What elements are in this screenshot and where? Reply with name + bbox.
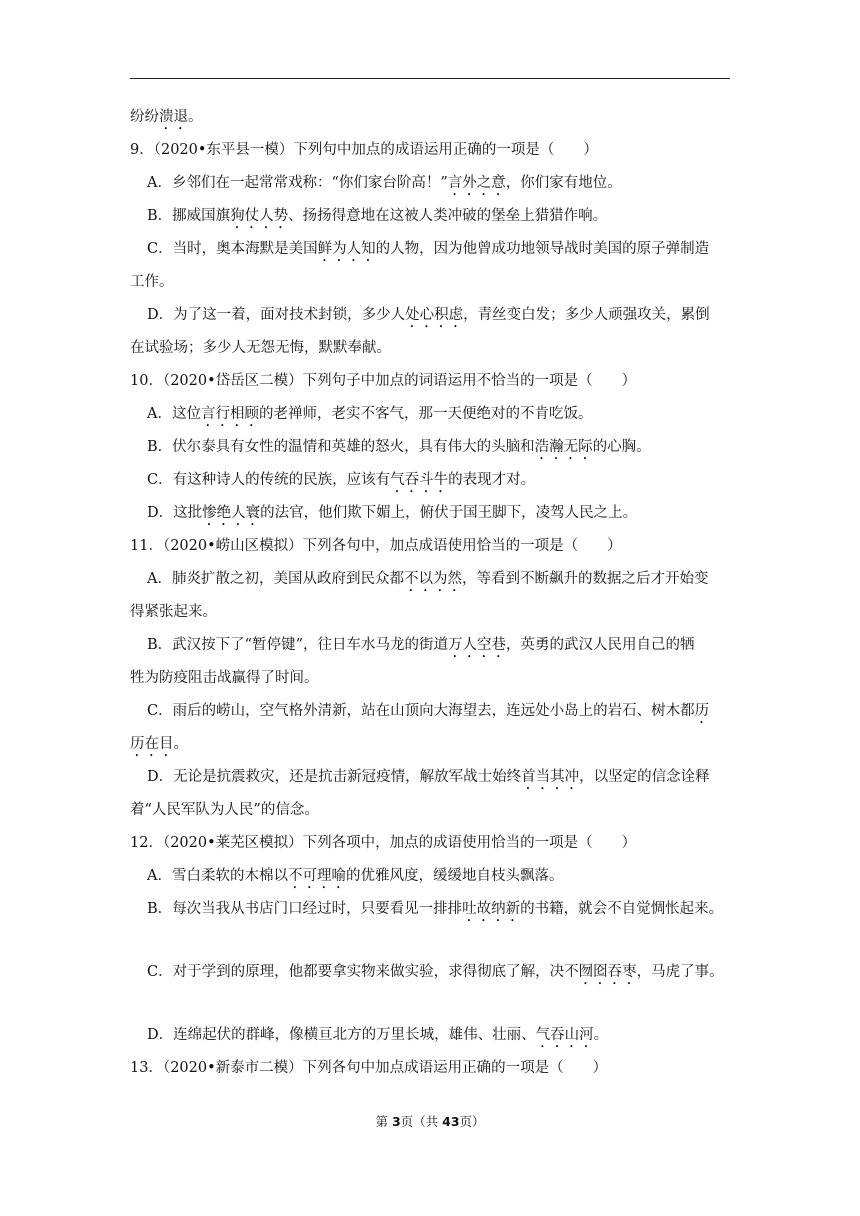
text-segment: 10．（2020•岱岳区二模）下列句子中加点的词语运用不恰当的一项是（ ） — [130, 373, 637, 389]
emphasized-idiom: 言外之意 — [447, 175, 506, 191]
answer-option — [130, 431, 730, 464]
emphasized-idiom: 言行相顾 — [200, 406, 259, 422]
blank-gap — [130, 926, 730, 956]
text-segment: D．连绵起伏的群峰，像横亘北方的万里长城，雄伟、壮丽、 — [147, 1027, 536, 1043]
footer-suffix: 页） — [459, 1114, 485, 1129]
emphasized-idiom: 首当其冲 — [521, 769, 580, 785]
text-segment: B．武汉按下了“暂停键”，往日车水马龙的街道 — [147, 637, 448, 653]
text-segment: 。 — [173, 736, 188, 752]
text-segment: ，青丝变白发；多少人顽强攻关，累倒 — [463, 307, 710, 323]
text-segment: ，你们家有地位。 — [505, 175, 622, 191]
emphasized-idiom: 不可理喻 — [287, 868, 346, 884]
text-segment: 的优雅风度，缓缓地自枝头飘落。 — [345, 868, 564, 884]
emphasized-idiom: 囫囵吞枣 — [578, 964, 637, 980]
question-content — [130, 101, 730, 1085]
answer-option — [130, 563, 730, 596]
question-stem — [130, 530, 730, 563]
text-segment: 、扬扬得意地在这被人类冲破的堡垒上猎猎作响。 — [288, 208, 608, 224]
text-segment: C．雨后的崂山，空气格外清新，站在山顶向大海望去，连远处小岛上的岩石、树木都 — [147, 703, 695, 719]
emphasized-idiom: 溃退 — [159, 109, 188, 125]
emphasized-idiom: 鲜为人知 — [317, 241, 376, 257]
text-segment: A．乡邻们在一起常常戏称：“你们家台阶高！” — [147, 175, 448, 191]
text-segment: 的书籍，就会不自觉惆怅起来。 — [520, 901, 724, 917]
answer-option — [130, 761, 730, 794]
text-segment: 在试验场；多少人无怨无悔，默默奉献。 — [130, 340, 391, 356]
text-line — [130, 662, 730, 695]
emphasized-idiom: 万人空巷 — [447, 637, 506, 653]
text-segment: A．这位 — [147, 406, 201, 422]
footer-page-number: 3 — [391, 1114, 401, 1129]
text-segment: 13．（2020•新泰市二模）下列各句中加点成语运用正确的一项是（ ） — [130, 1060, 608, 1076]
text-segment: 的人物，因为他曾成功地领导战时美国的原子弹制造 — [375, 241, 710, 257]
text-segment: 纷纷 — [130, 109, 159, 125]
text-segment: 着“人民军队为人民”的信念。 — [130, 802, 319, 818]
text-line — [130, 596, 730, 629]
footer-middle: 页（共 — [400, 1114, 443, 1129]
answer-option — [130, 497, 730, 530]
text-segment: 。 — [593, 1027, 609, 1043]
footer-total-pages: 43 — [442, 1114, 460, 1129]
emphasized-idiom: 历 — [694, 703, 710, 719]
text-segment: 牲为防疫阻击战赢得了时间。 — [130, 670, 319, 686]
text-segment: 的老禅师，老实不客气，那一天便绝对的不肯吃饭。 — [258, 406, 593, 422]
text-segment: A．雪白柔软的木棉以 — [147, 868, 288, 884]
answer-option — [130, 1019, 730, 1052]
text-segment: B．挪威国旗 — [147, 208, 231, 224]
blank-gap — [130, 989, 730, 1019]
emphasized-idiom: 气吞山河 — [535, 1027, 594, 1043]
text-segment: A．肺炎扩散之初，美国从政府到民众都 — [147, 571, 404, 587]
text-line — [130, 728, 730, 761]
text-segment: 工作。 — [130, 274, 174, 290]
text-segment: 的表现才对。 — [448, 472, 536, 488]
footer-prefix: 第 — [375, 1114, 392, 1129]
text-segment: 9．（2020•东平县一模）下列句中加点的成语运用正确的一项是（ ） — [130, 142, 598, 158]
emphasized-idiom: 处心积虑 — [405, 307, 464, 323]
text-line — [130, 266, 730, 299]
answer-option — [130, 956, 730, 989]
emphasized-idiom: 不以为然 — [403, 571, 462, 587]
text-segment: D．为了这一着，面对技术封锁，多少人 — [147, 307, 406, 323]
answer-option — [130, 860, 730, 893]
emphasized-idiom: 历在目 — [130, 736, 174, 752]
emphasized-idiom: 惨绝人寰 — [202, 505, 261, 521]
text-segment: B．每次当我从书店门口经过时，只要看见一排排 — [147, 901, 463, 917]
text-segment: 的心胸。 — [592, 439, 651, 455]
text-segment: 得紧张起来。 — [130, 604, 217, 620]
text-line — [130, 101, 730, 134]
answer-option — [130, 299, 730, 332]
question-stem — [130, 827, 730, 860]
text-segment: C．对于学到的原理，他都要拿实物来做实验，求得彻底了解，决不 — [147, 964, 579, 980]
text-segment: C．当时，奥本海默是美国 — [147, 241, 318, 257]
question-stem — [130, 134, 730, 167]
answer-option — [130, 629, 730, 662]
text-segment: ，以坚定的信念诠释 — [579, 769, 710, 785]
emphasized-idiom: 狗仗人势 — [230, 208, 289, 224]
text-segment: D．无论是抗震救灾，还是抗击新冠疫情，解放军战士始终 — [147, 769, 522, 785]
question-stem — [130, 365, 730, 398]
text-line — [130, 332, 730, 365]
answer-option — [130, 893, 730, 926]
text-segment: ，马虎了事。 — [636, 964, 724, 980]
emphasized-idiom: 吐故纳新 — [462, 901, 521, 917]
text-segment: C．有这种诗人的传统的民族，应该有 — [147, 472, 391, 488]
text-segment: D．这批 — [147, 505, 203, 521]
text-segment: 11．（2020•崂山区模拟）下列各句中，加点成语使用恰当的一项是（ ） — [130, 538, 622, 554]
text-segment: 12．（2020•莱芜区模拟）下列各项中，加点的成语使用恰当的一项是（ ） — [130, 835, 637, 851]
page-footer — [0, 1112, 860, 1130]
text-segment: 的法官，他们欺下媚上，俯伏于国王脚下，凌驾人民之上。 — [260, 505, 638, 521]
answer-option — [130, 695, 730, 728]
text-segment: ，等看到不断飙升的数据之后才开始变 — [461, 571, 709, 587]
text-segment: B．伏尔泰具有女性的温情和英雄的怒火，具有伟大的头脑和 — [147, 439, 535, 455]
emphasized-idiom: 浩瀚无际 — [534, 439, 593, 455]
answer-option — [130, 233, 730, 266]
answer-option — [130, 398, 730, 431]
header-rule — [130, 78, 730, 79]
answer-option — [130, 464, 730, 497]
emphasized-idiom: 气吞斗牛 — [390, 472, 449, 488]
text-line — [130, 794, 730, 827]
question-stem — [130, 1052, 730, 1085]
text-segment: 。 — [188, 109, 203, 125]
answer-option — [130, 200, 730, 233]
text-segment: ，英勇的武汉人民用自己的牺 — [505, 637, 695, 653]
answer-option — [130, 167, 730, 200]
